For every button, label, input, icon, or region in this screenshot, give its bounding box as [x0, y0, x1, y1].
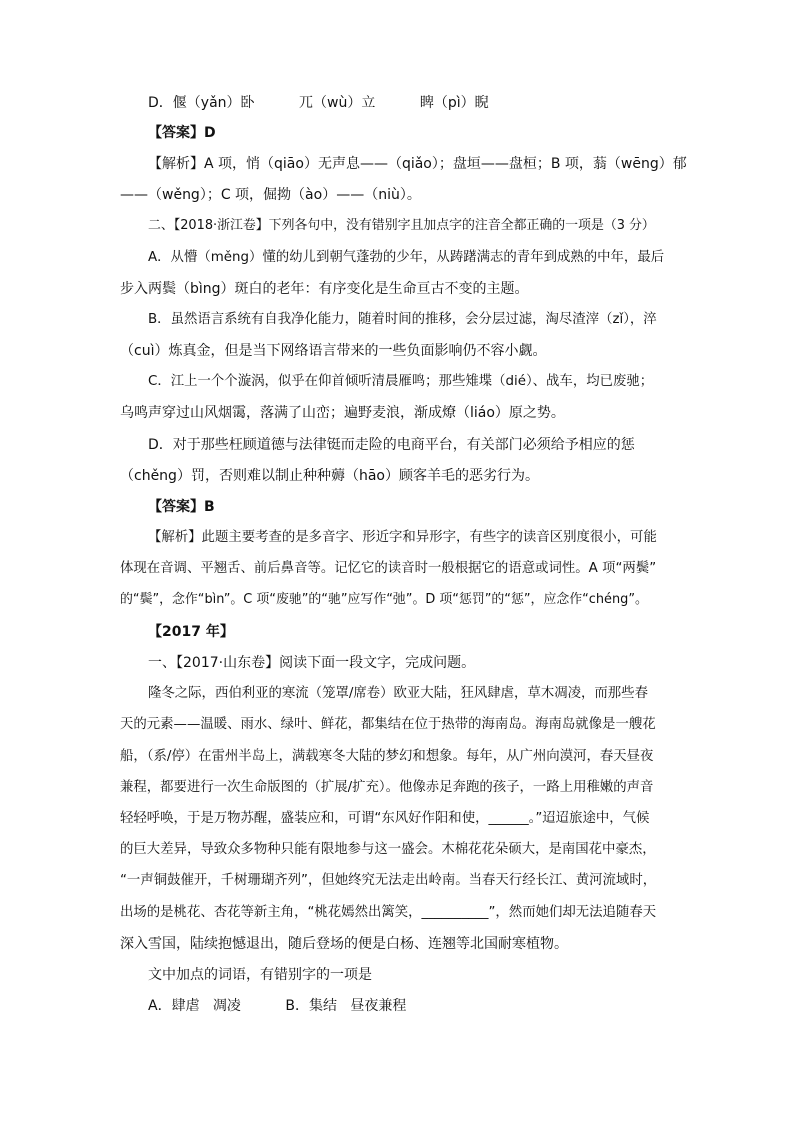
text-line: 体现在音调、平翘舌、前后鼻音等。记忆它的读音时一般根据它的语意或词性。A 项“两鬓”: [120, 561, 657, 576]
text-line: 【2017 年】: [148, 624, 234, 640]
text-line: 的巨大差异，导致众多物种只能有限地参与这一盛会。木棉花花朵硕大，是南国花中豪杰，: [120, 842, 656, 857]
text-line: 文中加点的词语，有错别字的一项是: [148, 967, 372, 983]
text-line: 轻轻呼唤，于是万物苏醒，盛装应和，可谓“东风好作阳和使，______。”迢迢旅途中，气候: [120, 811, 650, 826]
text-line: D．对于那些枉顾道德与法律铤而走险的电商平台，有关部门必须给予相应的惩: [148, 437, 635, 453]
text-line: 【答案】D: [148, 125, 216, 141]
text-line: A．从懵（měng）懂的幼儿到朝气蓬勃的少年，从踌躇满志的青年到成熟的中年，最后: [148, 250, 665, 265]
text-line: 二、【2018·浙江卷】下列各句中，没有错别字且加点字的注音全都正确的一项是（3 分）: [148, 218, 655, 233]
text-line: 步入两鬓（bìng）斑白的老年：有序变化是生命亘古不变的主题。: [120, 281, 529, 297]
text-line: （chěng）罚，否则难以制止种种薅（hāo）顾客羊毛的恶劣行为。: [120, 468, 539, 484]
text-line: D．偃（yǎn）卧 兀（wù）立 睥（pì）睨: [148, 95, 489, 111]
text-line: 船，（系/停）在雷州半岛上，满载寒冬大陆的梦幻和想象。每年，从广州向漠河，春天昼夜: [120, 749, 654, 764]
text-line: 隆冬之际，西伯利亚的寒流（笼罩/席卷）欧亚大陆，狂风肆虐，草木凋凌，而那些春: [148, 686, 648, 701]
text-line: 天的元素——温暖、雨水、绿叶、鲜花，都集结在位于热带的海南岛。海南岛就像是一艘花: [120, 717, 656, 732]
text-line: 【答案】B: [148, 499, 215, 515]
text-line: 乌鸣声穿过山风烟霭，落满了山峦；遍野麦浪，渐成燎（liáo）原之势。: [120, 405, 565, 421]
text-line: B．虽然语言系统有自我净化能力，随着时间的推移，会分层过滤，淘尽渣滓（zǐ），淬: [148, 312, 657, 327]
text-line: 出场的是桃花、杏花等新主角，“桃花嫣然出篱笑，__________”，然而她们却无法追随春天: [120, 905, 657, 920]
text-line: （cuì）炼真金，但是当下网络语言带来的一些负面影响仍不容小觑。: [120, 343, 547, 359]
text-line: A．肆虐 凋凌 B．集结 昼夜兼程: [148, 998, 407, 1014]
text-line: “一声铜鼓催开，千树珊瑚齐列”，但她终究无法走出岭南。当春天行经长江、黄河流域时，: [120, 873, 657, 888]
text-line: 【解析】A 项，悄（qiāo）无声息——（qiǎo）；盘垣——盘桓；B 项，蓊（wēng）郁: [148, 156, 687, 172]
text-line: 【解析】此题主要考查的是多音字、形近字和异形字，有些字的读音区别度很小，可能: [148, 530, 657, 545]
text-line: 一、【2017·山东卷】阅读下面一段文字，完成问题。: [148, 655, 476, 671]
text-line: C．江上一个个漩涡，似乎在仰首倾听清晨雁鸣；那些雉堞（dié）、战车，均已废驰；: [148, 374, 654, 389]
text-line: 兼程，都要进行一次生命版图的（扩展/扩充）。他像赤足奔跑的孩子，一路上用稚嫩的声音: [120, 780, 654, 795]
text-line: ——（wěng）；C 项，倔拗（ào）——（niù）。: [120, 187, 421, 203]
text-line: 深入雪国，陆续抱憾退出，随后登场的便是白杨、连翘等北国耐寒植物。: [120, 936, 568, 952]
text-line: 的“鬓”，念作“bìn”。C 项“废驰”的“驰”应写作“弛”。D 项“惩罚”的“惩”，应念作“chéng”。: [120, 592, 648, 607]
